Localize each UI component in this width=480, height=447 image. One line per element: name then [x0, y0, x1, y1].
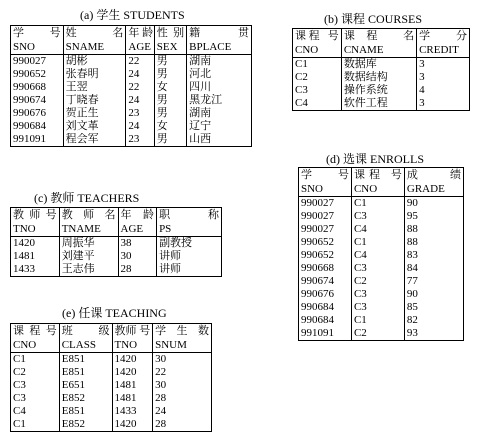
table-cell: C4 — [351, 249, 404, 262]
table-cell: E852 — [59, 418, 112, 432]
table-cell: 程会军 — [63, 133, 126, 147]
table-cell: 男 — [154, 133, 186, 147]
header-cell: BPLACE — [187, 40, 252, 55]
table-row — [293, 84, 470, 97]
table-row — [299, 236, 464, 249]
table-row — [299, 275, 464, 288]
table-row — [11, 405, 212, 418]
table-cell: 辽宁 — [187, 120, 252, 133]
table-cell: 24 — [153, 405, 212, 418]
table-cell: 990027 — [301, 197, 334, 209]
header-cell: SEX — [154, 40, 186, 55]
header-row-cn — [11, 26, 252, 41]
table-cell: 82 — [404, 314, 463, 327]
table-row — [11, 94, 252, 107]
table-cell: 软件工程 — [341, 97, 416, 111]
students-table — [10, 25, 252, 147]
table-cell: 30 — [153, 353, 212, 367]
table-row — [299, 249, 464, 262]
table-cell: C2 — [295, 71, 308, 83]
table-row — [293, 58, 470, 72]
table-cell: C3 — [295, 84, 308, 96]
table-cell: 990027 — [301, 210, 334, 222]
header-cell: 籍 贯 — [187, 26, 252, 41]
table-cell: 讲师 — [157, 263, 222, 277]
table-row — [11, 237, 222, 251]
table-row — [11, 133, 252, 147]
table-cell: 3 — [417, 71, 470, 84]
table-cell: 990027 — [301, 223, 334, 235]
header-cell: CNO — [11, 338, 60, 353]
table-row — [299, 210, 464, 223]
table-cell: 刘文革 — [63, 120, 126, 133]
header-cell: 教师 号 — [112, 324, 153, 339]
table-cell: 胡彬 — [63, 55, 126, 69]
table-cell: 1481 — [13, 250, 35, 262]
header-cell: 课程 号 — [295, 30, 339, 42]
table-cell: 990676 — [13, 107, 46, 119]
header-cell: TNO — [11, 222, 60, 237]
header-row-cn — [11, 208, 222, 223]
table-cell: 991091 — [301, 327, 334, 339]
teachers-caption: (c) 教师 TEACHERS — [34, 191, 140, 205]
table-cell: C3 — [13, 379, 26, 391]
table-cell: 丁晓春 — [63, 94, 126, 107]
table-cell: E851 — [59, 405, 112, 418]
table-cell: 23 — [126, 133, 154, 147]
teachers-table — [10, 207, 222, 277]
header-cell: 性 别 — [154, 26, 186, 41]
table-cell: 28 — [153, 392, 212, 405]
header-cell: GRADE — [404, 182, 463, 197]
header-cell: 年 龄 — [126, 26, 154, 41]
table-cell: E851 — [59, 366, 112, 379]
table-cell: C3 — [351, 262, 404, 275]
table-cell: 王志伟 — [59, 263, 118, 277]
table-row — [11, 107, 252, 120]
table-cell: 30 — [153, 379, 212, 392]
table-cell: 22 — [126, 81, 154, 94]
table-row — [11, 250, 222, 263]
table-cell: 88 — [404, 236, 463, 249]
table-row — [11, 120, 252, 133]
table-row — [11, 418, 212, 432]
table-cell: 1420 — [112, 353, 153, 367]
header-cell: SNO — [11, 40, 64, 55]
table-cell: 990652 — [301, 249, 334, 261]
table-cell: 95 — [404, 210, 463, 223]
table-cell: C1 — [351, 197, 404, 211]
table-cell: 84 — [404, 262, 463, 275]
table-cell: 1433 — [112, 405, 153, 418]
table-cell: 85 — [404, 301, 463, 314]
table-cell: C4 — [13, 405, 26, 417]
table-cell: 990668 — [301, 262, 334, 274]
header-cell: CNO — [293, 43, 342, 58]
table-cell: E651 — [59, 379, 112, 392]
table-cell: 副教授 — [157, 237, 222, 251]
table-cell: 83 — [404, 249, 463, 262]
table-cell: 1433 — [13, 263, 35, 275]
table-cell: 黑龙江 — [187, 94, 252, 107]
table-row — [293, 97, 470, 111]
table-cell: 990684 — [301, 314, 334, 326]
teaching-caption: (e) 任课 TEACHING — [62, 306, 167, 320]
table-cell: 1481 — [112, 392, 153, 405]
table-cell: 990652 — [301, 236, 334, 248]
table-cell: 88 — [404, 223, 463, 236]
table-row — [299, 288, 464, 301]
header-cell: 职 称 — [157, 208, 222, 223]
table-cell: 24 — [126, 120, 154, 133]
table-row — [11, 55, 252, 69]
table-cell: C1 — [13, 353, 26, 365]
header-row-en — [11, 40, 252, 55]
table-cell: 4 — [417, 84, 470, 97]
header-cell: TNO — [112, 338, 153, 353]
courses-caption: (b) 课程 COURSES — [324, 12, 423, 26]
header-cell: CNO — [351, 182, 404, 197]
table-cell: 990674 — [301, 275, 334, 287]
table-cell: 28 — [118, 263, 157, 277]
header-cell: 教 师 号 — [13, 209, 57, 221]
table-cell: C3 — [351, 301, 404, 314]
header-cell: TNAME — [59, 222, 118, 237]
header-row-en — [293, 43, 470, 58]
table-cell: 990684 — [301, 301, 334, 313]
table-cell: 湖南 — [187, 107, 252, 120]
table-cell: 3 — [417, 97, 470, 111]
table-cell: 讲师 — [157, 250, 222, 263]
header-cell: CNAME — [341, 43, 416, 58]
header-cell: 教 师 名 — [59, 208, 118, 223]
table-cell: C3 — [351, 288, 404, 301]
header-cell: 成 绩 — [404, 168, 463, 183]
table-cell: 周振华 — [59, 237, 118, 251]
table-cell: 990027 — [13, 55, 46, 67]
header-cell: 年 龄 — [118, 208, 157, 223]
table-cell: C1 — [351, 314, 404, 327]
table-cell: 张春明 — [63, 68, 126, 81]
table-cell: 1481 — [112, 379, 153, 392]
table-cell: C1 — [13, 418, 26, 430]
table-cell: 贺正生 — [63, 107, 126, 120]
table-cell: 男 — [154, 68, 186, 81]
header-cell: CLASS — [59, 338, 112, 353]
table-cell: 24 — [126, 94, 154, 107]
header-cell: 学 号 — [301, 169, 349, 181]
table-cell: 990668 — [13, 81, 46, 93]
table-cell: 28 — [153, 418, 212, 432]
table-cell: E851 — [59, 353, 112, 367]
header-cell: SNO — [299, 182, 352, 197]
header-cell: 课 程 号 — [13, 325, 57, 337]
table-cell: 四川 — [187, 81, 252, 94]
header-cell: 学 分 — [417, 29, 470, 44]
table-cell: 990684 — [13, 120, 46, 132]
table-row — [299, 314, 464, 327]
table-cell: C4 — [351, 223, 404, 236]
table-cell: 湖南 — [187, 55, 252, 69]
header-cell: 学 号 — [13, 27, 61, 39]
table-cell: 90 — [404, 197, 463, 211]
table-cell: C2 — [351, 327, 404, 341]
table-row — [11, 379, 212, 392]
header-cell: SNUM — [153, 338, 212, 353]
header-cell: 课程 号 — [351, 168, 404, 183]
table-row — [299, 197, 464, 211]
header-row-cn — [299, 168, 464, 183]
header-cell: PS — [157, 222, 222, 237]
table-cell: 刘建平 — [59, 250, 118, 263]
courses-table — [292, 28, 470, 111]
table-cell: 990652 — [13, 68, 46, 80]
table-cell: 22 — [126, 55, 154, 69]
table-cell: 数据结构 — [341, 71, 416, 84]
table-cell: 30 — [118, 250, 157, 263]
table-cell: C1 — [295, 58, 308, 70]
header-cell: 课程 名 — [341, 29, 416, 44]
table-cell: 93 — [404, 327, 463, 341]
header-row-cn — [11, 324, 212, 339]
header-row-en — [299, 182, 464, 197]
table-cell: 77 — [404, 275, 463, 288]
table-row — [299, 327, 464, 341]
table-row — [11, 263, 222, 277]
table-cell: 操作系统 — [341, 84, 416, 97]
table-cell: 河北 — [187, 68, 252, 81]
table-cell: 24 — [126, 68, 154, 81]
table-cell: 山西 — [187, 133, 252, 147]
table-cell: 1420 — [112, 366, 153, 379]
table-row — [299, 301, 464, 314]
header-cell: 班 级 — [59, 324, 112, 339]
table-cell: 数据库 — [341, 58, 416, 72]
table-cell: C3 — [13, 392, 26, 404]
header-cell: CREDIT — [417, 43, 470, 58]
enrolls-table — [298, 167, 464, 341]
table-cell: 990674 — [13, 94, 46, 106]
header-row-cn — [293, 29, 470, 44]
header-cell: AGE — [126, 40, 154, 55]
table-row — [11, 68, 252, 81]
table-cell: 991091 — [13, 133, 46, 145]
table-cell: C3 — [351, 210, 404, 223]
table-cell: C2 — [13, 366, 26, 378]
enrolls-caption: (d) 选课 ENROLLS — [326, 152, 424, 166]
table-cell: 990676 — [301, 288, 334, 300]
table-row — [11, 392, 212, 405]
header-cell: 学 生 数 — [153, 324, 212, 339]
table-row — [11, 353, 212, 367]
table-cell: 男 — [154, 107, 186, 120]
table-cell: E852 — [59, 392, 112, 405]
table-cell: 男 — [154, 94, 186, 107]
table-row — [11, 366, 212, 379]
teaching-table — [10, 323, 212, 432]
header-cell: AGE — [118, 222, 157, 237]
table-row — [11, 81, 252, 94]
header-cell: SNAME — [63, 40, 126, 55]
table-row — [299, 223, 464, 236]
table-cell: 3 — [417, 58, 470, 72]
table-row — [293, 71, 470, 84]
table-cell: C1 — [351, 236, 404, 249]
table-cell: 1420 — [13, 237, 35, 249]
table-cell: 王翌 — [63, 81, 126, 94]
table-cell: 90 — [404, 288, 463, 301]
students-caption: (a) 学生 STUDENTS — [80, 8, 185, 22]
table-cell: 23 — [126, 107, 154, 120]
table-cell: 男 — [154, 55, 186, 69]
table-cell: C4 — [295, 97, 308, 109]
table-cell: 38 — [118, 237, 157, 251]
table-cell: C2 — [351, 275, 404, 288]
table-row — [299, 262, 464, 275]
table-cell: 1420 — [112, 418, 153, 432]
table-cell: 女 — [154, 120, 186, 133]
table-cell: 女 — [154, 81, 186, 94]
header-cell: 姓 名 — [63, 26, 126, 41]
table-cell: 22 — [153, 366, 212, 379]
header-row-en — [11, 338, 212, 353]
header-row-en — [11, 222, 222, 237]
